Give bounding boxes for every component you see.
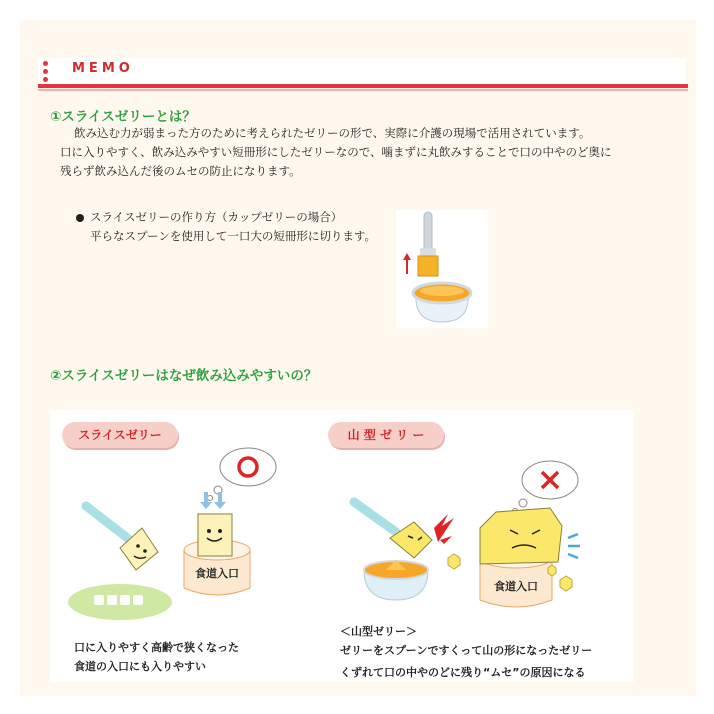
slice-jelly-character xyxy=(198,514,232,556)
section1-heading: ①スライスゼリーとは？ xyxy=(50,109,196,125)
right-thought-bubble xyxy=(513,461,579,514)
cup-jelly-photo xyxy=(396,210,488,328)
right-cup xyxy=(364,560,428,600)
bullet-icon xyxy=(76,214,84,222)
down-arrows-icon xyxy=(200,492,226,509)
right-caption-line-3: くずれて口の中やのどに残り“ムセ”の原因になる xyxy=(340,666,586,679)
green-plate xyxy=(68,584,172,620)
memo-dots-icon xyxy=(43,61,49,85)
left-esophagus-label: 食道入口 xyxy=(195,567,239,580)
section1-line-2: 口に入りやすく、飲み込みやすい短冊形にしたゼリーなので、噛まずに丸飲みすることで口の中やのど奥に xyxy=(60,145,612,159)
memo-header-bar xyxy=(38,58,686,84)
right-caption-line-2: ゼリーをスプーンですくって山の形になったゼリー xyxy=(340,644,593,657)
comparison-panel xyxy=(50,410,634,682)
cup-jelly-illustration xyxy=(396,210,488,328)
right-caption-line-1: ＜山型ゼリー＞ xyxy=(340,625,417,638)
memo-underline-shadow xyxy=(38,89,688,91)
spoon-with-slice xyxy=(86,506,158,570)
howto-title: スライスゼリーの作り方（カップゼリーの場合） xyxy=(90,210,343,224)
left-caption xyxy=(74,638,239,676)
section2-heading: ②スライスゼリーはなぜ飲み込みやすいの？ xyxy=(50,368,318,384)
left-thought-bubble xyxy=(208,448,277,501)
section1-line-3: 残らず飲み込んだ後のムセの防止になります。 xyxy=(60,164,301,178)
howto-text xyxy=(90,208,376,246)
mountain-jelly-character xyxy=(480,508,580,564)
right-spoon xyxy=(354,502,454,558)
right-esophagus-label: 食道入口 xyxy=(494,580,538,593)
left-caption-line-2: 食道の入口にも入りやすい xyxy=(74,660,206,673)
memo-title: MEMO xyxy=(72,61,134,76)
howto-description: 平らなスプーンを使用して一口大の短冊形に切ります。 xyxy=(90,229,377,243)
section1-line-1: 飲み込む力が弱まった方のために考えられたゼリーの形で、実際に介護の現場で活用されています。 xyxy=(74,126,591,140)
slice-jelly-badge: スライスゼリー xyxy=(62,422,178,448)
mountain-jelly-badge: 山 型 ゼ リ ー xyxy=(328,422,444,448)
right-caption xyxy=(340,622,592,682)
memo-page xyxy=(20,20,696,696)
left-caption-line-1: 口に入りやすく高齢で狭くなった xyxy=(74,641,239,654)
memo-underline xyxy=(38,84,688,88)
